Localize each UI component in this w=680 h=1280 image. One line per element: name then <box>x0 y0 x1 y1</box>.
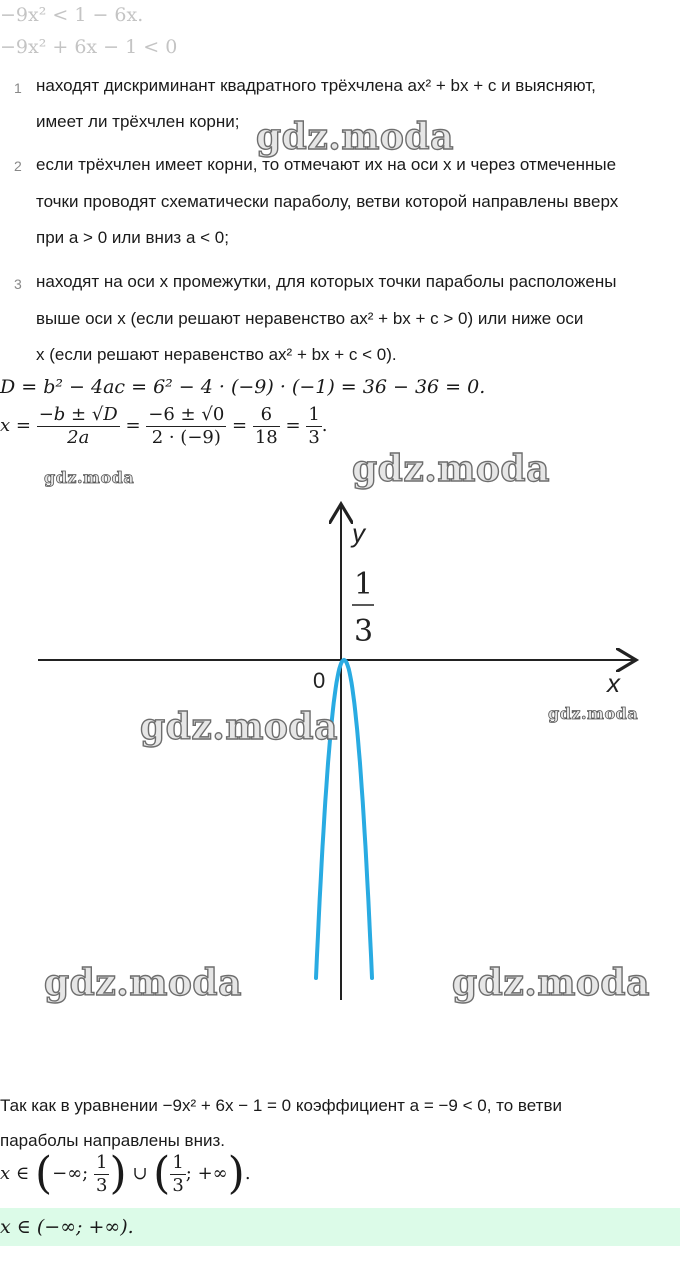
x-axis-label: x <box>607 668 620 698</box>
equals: = <box>125 415 141 437</box>
watermark: gdz.moda <box>44 962 242 1004</box>
y-axis-label: y <box>352 518 365 548</box>
root-label-numerator: 1 <box>354 567 374 602</box>
conclusion-line-1: Так как в уравнении −9x² + 6x − 1 = 0 коэффициент a = −9 < 0, то ветви <box>0 1096 562 1115</box>
equals: = <box>232 415 248 437</box>
step-text: x (если решают неравенство ax² + bx + c < 0). <box>36 345 397 364</box>
watermark: gdz.moda <box>452 962 650 1004</box>
conclusion-line-2: параболы направлены вниз. <box>0 1131 225 1150</box>
denominator: 2a <box>67 426 90 448</box>
denominator: 2 · (−9) <box>151 426 221 448</box>
step-text: точки проводят схематически параболу, ветви которой направлены вверх <box>36 192 619 211</box>
period: . <box>244 1163 251 1185</box>
watermark: gdz.moda <box>44 468 135 487</box>
fraction <box>146 404 226 448</box>
step-text: имеет ли трёхчлен корни; <box>36 112 240 131</box>
step-text: находят на оси x промежутки, для которых точки параболы расположены <box>36 272 617 291</box>
root-formula <box>0 404 328 448</box>
denominator: 18 <box>254 426 278 448</box>
interval-prefix: x ∈ <box>0 1163 30 1185</box>
step-number: 1 <box>14 80 22 96</box>
denominator: 3 <box>308 426 320 448</box>
fraction <box>170 1152 185 1196</box>
step-number: 3 <box>14 276 22 292</box>
numerator: 1 <box>172 1152 184 1173</box>
numerator: 6 <box>253 404 280 427</box>
interval-right: ; +∞ <box>185 1163 228 1185</box>
watermark: gdz.moda <box>140 706 338 748</box>
union-symbol: ∪ <box>132 1163 148 1185</box>
fraction <box>94 1152 109 1196</box>
watermark: gdz.moda <box>548 704 639 723</box>
step-text: выше оси x (если решают неравенство ax² + bx + c > 0) или ниже оси <box>36 309 584 328</box>
fraction <box>306 404 321 448</box>
close-paren: ) <box>227 1148 245 1200</box>
root-lhs: x = <box>0 415 31 437</box>
final-answer: x ∈ (−∞; +∞). <box>0 1216 134 1238</box>
step-text: находят дискриминант квадратного трёхчлена ax² + bx + c и выясняют, <box>36 76 596 95</box>
step-text: если трёхчлен имеет корни, то отмечают их на оси x и через отмеченные <box>36 155 617 174</box>
step-number: 2 <box>14 158 22 174</box>
interval-left: −∞; <box>52 1163 89 1185</box>
watermark: gdz.moda <box>352 448 550 490</box>
numerator: −6 ± √0 <box>148 404 225 425</box>
close-paren: ) <box>109 1148 127 1200</box>
equals: = <box>285 415 301 437</box>
inequality-line-2: −9x² + 6x − 1 < 0 <box>0 36 178 58</box>
period: . <box>321 415 328 437</box>
discriminant-formula: D = b² − 4ac = 6² − 4 · (−9) · (−1) = 36 − 36 = 0. <box>0 376 486 398</box>
denominator: 3 <box>172 1174 184 1196</box>
open-paren: ( <box>34 1148 53 1200</box>
origin-label: 0 <box>313 668 326 693</box>
numerator: 1 <box>308 404 320 425</box>
denominator: 3 <box>95 1174 108 1196</box>
interval-union <box>0 1148 251 1200</box>
root-label-denominator: 3 <box>354 614 374 649</box>
step-text: при a > 0 или вниз a < 0; <box>36 228 229 247</box>
fraction <box>37 404 120 448</box>
fraction <box>253 404 280 448</box>
watermark: gdz.moda <box>256 116 454 158</box>
answer-highlight <box>0 1208 680 1246</box>
open-paren: ( <box>153 1148 171 1200</box>
numerator: −b ± √D <box>38 404 118 425</box>
numerator: 1 <box>95 1152 108 1173</box>
inequality-line-1: −9x² < 1 − 6x. <box>0 4 144 26</box>
